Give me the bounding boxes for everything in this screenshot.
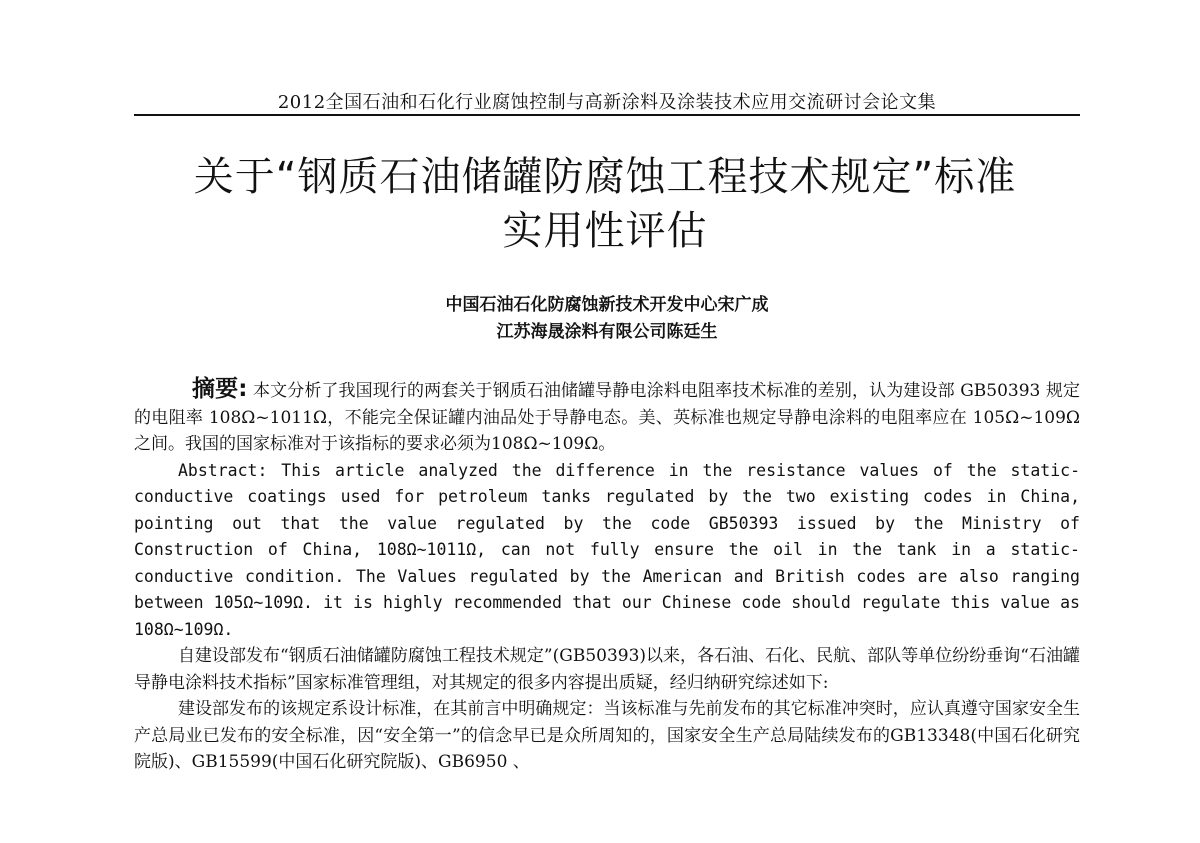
abstract-cn-text: 本文分析了我国现行的两套关于钢质石油储罐导静电涂料电阻率技术标准的差别，认为建设部 GB50393 规定的电阻率 108Ω~1011Ω，不能完全保证罐内油品处于导静电态。美、英标准也规定导静电涂料的电阻率应在 105Ω~109Ω 之间。我国的国家标准对于该指标的要求必须为108Ω~109Ω。 <box>134 381 1081 454</box>
title-line-2: 实用性评估 <box>502 208 708 254</box>
abstract-en: Abstract: This article analyzed the difference in the resistance values of the static-conductive coatings used for petroleum tanks regulated by the two existing codes in China, pointing out that the value regulated by the code GB50393 issued by the Ministry of Construction of China, 108Ω~1011Ω, can not fully ensure the oil in the tank in a static-conductive condition. The Values regulated by the American and British codes are also ranging between 105Ω~109Ω. it is highly recommended that our Chinese code should regulate this value as 108Ω~109Ω. <box>134 460 1080 639</box>
paper-title <box>100 150 1110 258</box>
author-line: 江苏海晟涂料有限公司陈廷生 <box>496 322 718 342</box>
header-rule <box>134 114 1080 116</box>
title-line-1: 关于“钢质石油储罐防腐蚀工程技术规定”标准 <box>193 154 1017 200</box>
author-block <box>134 292 1080 346</box>
author-line: 中国石油石化防腐蚀新技术开发中心宋广成 <box>445 295 769 315</box>
paper-body <box>134 376 1080 776</box>
abstract-cn <box>134 376 1080 458</box>
abstract-label: 摘要: <box>192 376 248 402</box>
running-header: 2012全国石油和石化行业腐蚀控制与高新涂料及涂装技术应用交流研讨会论文集 <box>277 92 937 113</box>
body-paragraph: 自建设部发布“钢质石油储罐防腐蚀工程技术规定”(GB50393)以来，各石油、石化、民航、部队等单位纷纷垂询“石油罐导静电涂料技术指标”国家标准管理组，对其规定的很多内容提出质疑，经归纳研究综述如下: <box>134 646 1080 693</box>
body-paragraph: 建设部发布的该规定系设计标准，在其前言中明确规定：当该标准与先前发布的其它标准冲突时，应认真遵守国家安全生产总局业已发布的安全标准，因“安全第一”的信念早已是众所周知的，国家安全生产总局陆续发布的GB13348(中国石化研究院版)、GB15599(中国石化研究院版)、GB6950 、 <box>134 699 1080 772</box>
